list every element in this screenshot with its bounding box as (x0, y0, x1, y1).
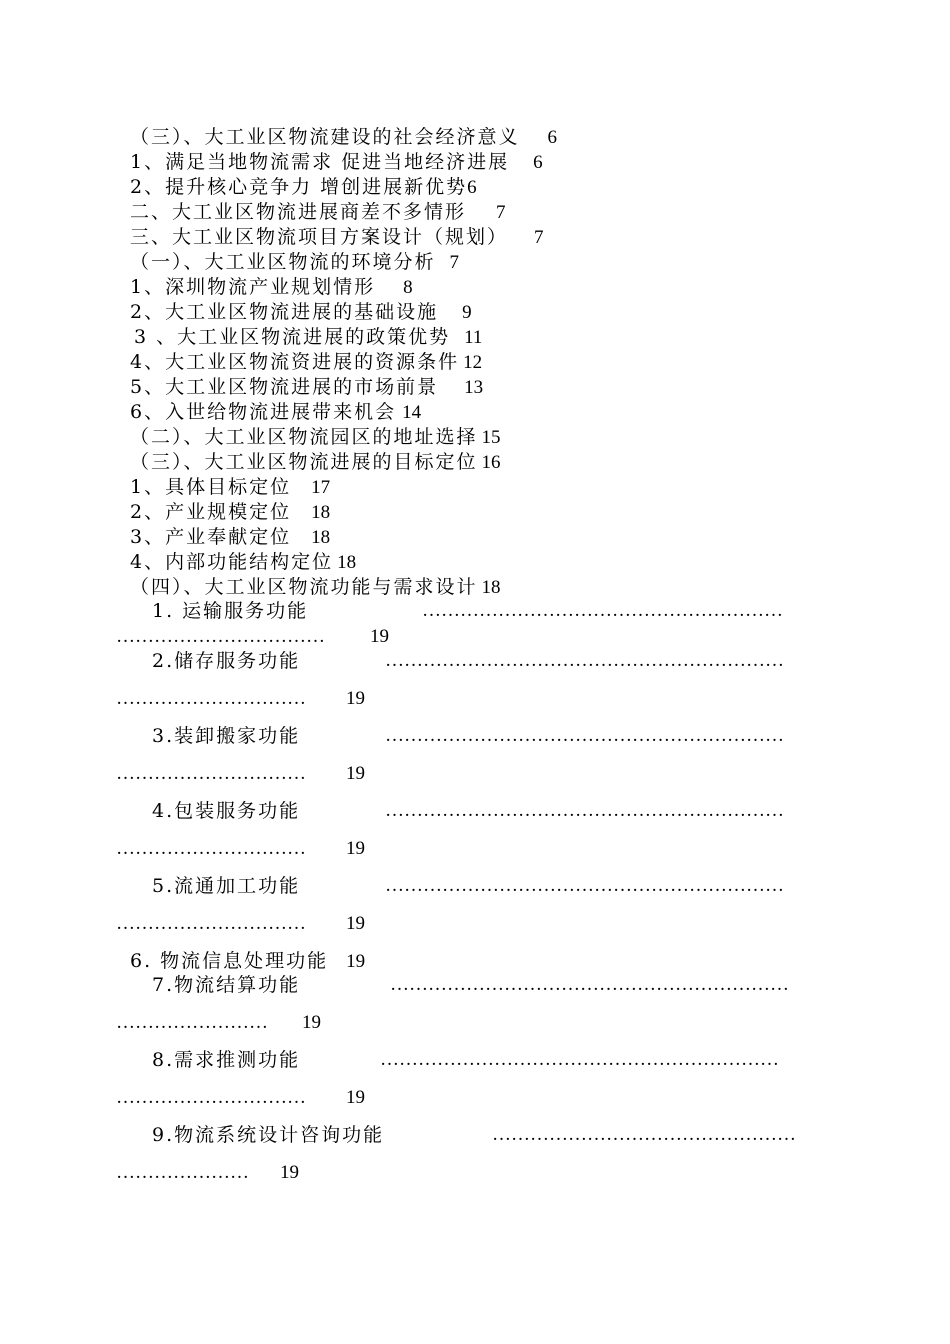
toc-line: （三）、大工业区物流建设的社会经济意义 6 (130, 126, 558, 148)
dot-leader: ………………………… (116, 838, 306, 859)
toc-page-number: 19 (346, 688, 365, 709)
toc-line: （二）、大工业区物流园区的地址选择 15 (130, 426, 501, 448)
dot-leader: ………………………… (116, 763, 306, 784)
dot-leader: …………………… (116, 1012, 268, 1033)
toc-line: 4、内部功能结构定位 18 (130, 551, 357, 573)
toc-line: （四）、大工业区物流功能与需求设计 18 (130, 576, 501, 598)
toc-function-title: 2.储存服务功能 (152, 650, 301, 672)
toc-function-title: 4.包装服务功能 (152, 800, 301, 822)
toc-line: 2、提升核心竞争力 增创进展新优势6 (130, 176, 477, 198)
dot-leader: ……………………………………………………… (385, 875, 784, 896)
toc-function-title: 8.需求推测功能 (152, 1049, 301, 1071)
dot-leader: ……………………………………………………… (385, 725, 784, 746)
toc-page-number: 19 (280, 1162, 299, 1183)
dot-leader: ……………………………………………………… (390, 974, 789, 995)
toc-line: 1、满足当地物流需求 促进当地经济进展 6 (130, 151, 543, 173)
toc-page-number: 19 (302, 1012, 321, 1033)
toc-page-number: 19 (346, 763, 365, 784)
toc-line: 二、大工业区物流进展商差不多情形 7 (130, 201, 506, 223)
dot-leader: ………………………………………… (492, 1124, 796, 1145)
toc-page-number: 19 (346, 1087, 365, 1108)
dot-leader: ……………………………………………………… (380, 1049, 779, 1070)
dot-leader: ………………………… (116, 688, 306, 709)
toc-line: （一）、大工业区物流的环境分析 7 (130, 251, 460, 273)
toc-line: （三）、大工业区物流进展的目标定位 16 (130, 451, 501, 473)
toc-function-title: 5.流通加工功能 (152, 875, 301, 897)
dot-leader: ……………………………………………………… (385, 800, 784, 821)
toc-line: 1、具体目标定位 17 (130, 476, 331, 498)
toc-page-number: 19 (346, 913, 365, 934)
dot-leader: ……………………………………………………… (385, 650, 784, 671)
dot-leader: ………………………… (116, 1087, 306, 1108)
toc-line: 2、大工业区物流进展的基础设施 9 (130, 301, 472, 323)
toc-line: 4、大工业区物流资进展的资源条件 12 (130, 351, 483, 373)
toc-line: 6、入世给物流进展带来机会 14 (130, 401, 422, 423)
toc-line: 1、深圳物流产业规划情形 8 (130, 276, 413, 298)
toc-function-title: 7.物流结算功能 (152, 974, 301, 996)
toc-line: 3、产业奉献定位 18 (130, 526, 331, 548)
toc-line: 5、大工业区物流进展的市场前景 13 (130, 376, 484, 398)
dot-leader: ………………………………………………… (422, 600, 783, 621)
dot-leader: ………………… (116, 1162, 249, 1183)
toc-page-number: 19 (346, 838, 365, 859)
dot-leader: …………………………… (116, 626, 325, 647)
toc-line: 6. 物流信息处理功能 19 (130, 950, 366, 972)
toc-line: 三、大工业区物流项目方案设计（规划） 7 (130, 226, 544, 248)
toc-line: 2、产业规模定位 18 (130, 501, 331, 523)
dot-leader: ………………………… (116, 913, 306, 934)
toc-function-title: 1. 运输服务功能 (152, 600, 309, 622)
toc-line: 3 、大工业区物流进展的政策优势 11 (134, 326, 483, 348)
toc-function-title: 9.物流系统设计咨询功能 (152, 1124, 385, 1146)
toc-function-title: 3.装卸搬家功能 (152, 725, 301, 747)
toc-page-number: 19 (370, 626, 389, 647)
